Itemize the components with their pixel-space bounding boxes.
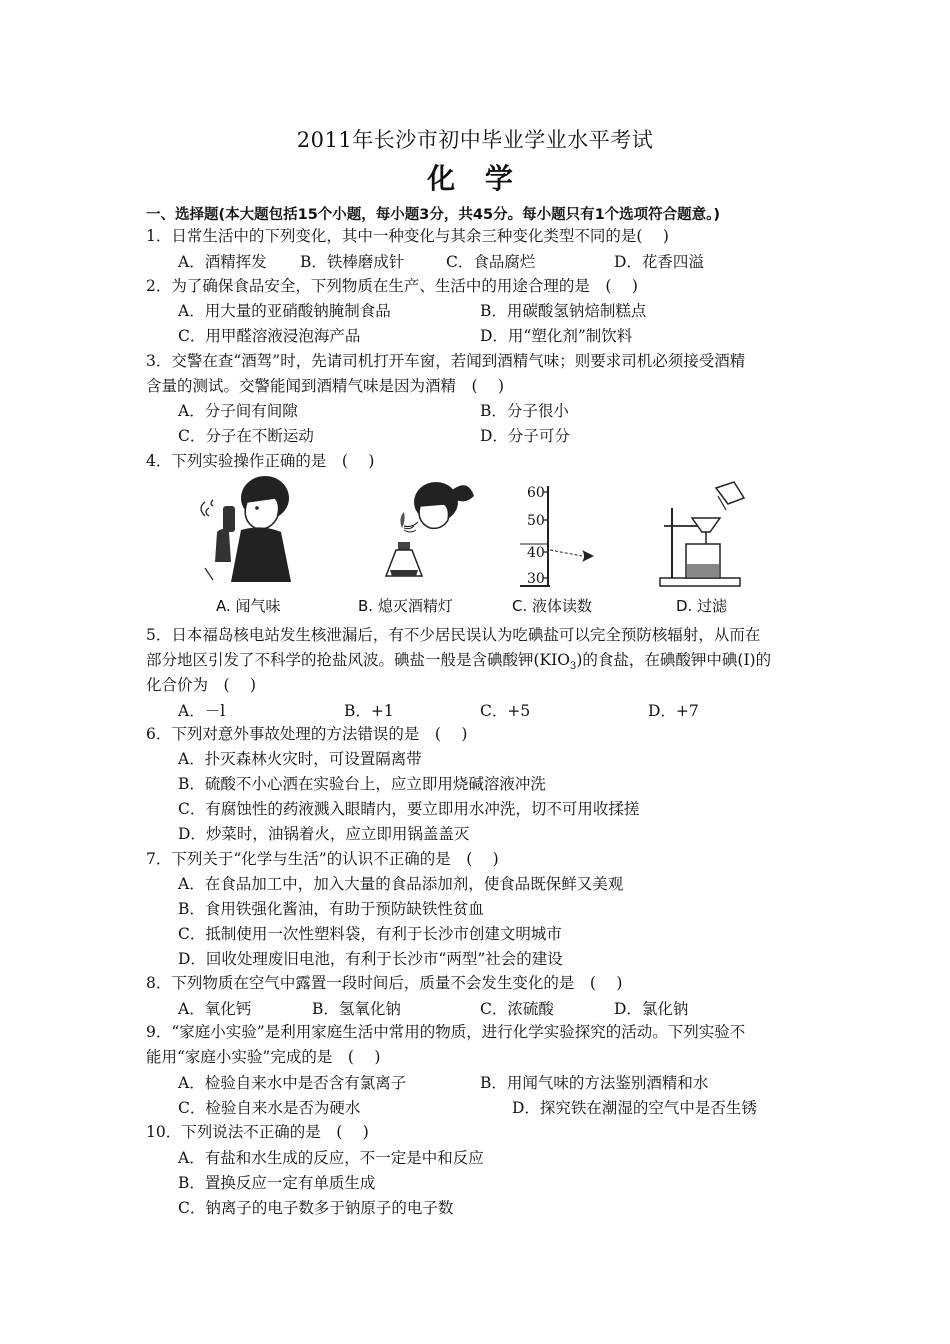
question-9-option-a: A．检验自来水中是否含有氯离子 — [178, 1074, 407, 1092]
question-8-stem: 8．下列物质在空气中露置一段时间后，质量不会发生变化的是 ( ) — [146, 974, 623, 992]
question-8-option-a: A．氧化钙 — [178, 1000, 252, 1018]
exam-title: 2011年长沙市初中毕业学业水平考试 — [296, 128, 654, 152]
section-heading: 一、选择题(本大题包括15个小题，每小题3分，共45分。每小题只有1个选项符合题意。) — [146, 207, 721, 223]
question-5-stem-line-3: 化合价为 ( ) — [146, 676, 257, 694]
question-10-option-a: A．有盐和水生成的反应，不一定是中和反应 — [178, 1149, 484, 1167]
question-8-option-d: D．氯化钠 — [614, 1000, 689, 1018]
question-1-stem: 1．日常生活中的下列变化，其中一种变化与其余三种变化类型不同的是( ) — [146, 227, 669, 245]
cylinder-tick-50: 50 — [527, 513, 545, 529]
question-7-option-a: A．在食品加工中，加入大量的食品添加剂，使食品既保鲜又美观 — [178, 875, 624, 893]
question-1-option-b: B．铁棒磨成针 — [300, 253, 405, 271]
question-10-option-b: B．置换反应一定有单质生成 — [178, 1174, 376, 1192]
question-5-stem-line-2: 部分地区引发了不科学的抢盐风波。碘盐一般是含碘酸钾$(KIO_3)$的食盐，在碘酸钾中碘(I)的 — [146, 651, 772, 673]
question-2-option-a: A．用大量的亚硝酸钠腌制食品 — [178, 302, 391, 320]
question-3-option-d: D．分子可分 — [480, 427, 570, 445]
question-3-option-c: C．分子在不断运动 — [178, 427, 314, 445]
question-10-stem: 10．下列说法不正确的是 ( ) — [146, 1123, 369, 1141]
question-2-option-b: B．用碳酸氢钠焙制糕点 — [480, 302, 647, 320]
question-8-option-c: C．浓硫酸 — [480, 1000, 554, 1018]
question-5-option-a: A．－l — [178, 702, 226, 720]
question-2-option-d: D．用“塑化剂”制饮料 — [480, 327, 633, 345]
question-5-stem-line-1: 5．日本福岛核电站发生核泄漏后，有不少居民误认为吃碘盐可以完全预防核辐射，从而在 — [146, 626, 761, 644]
question-3-option-a: A．分子间有间隙 — [178, 402, 298, 420]
cylinder-tick-40: 40 — [527, 545, 545, 561]
question-6-stem: 6．下列对意外事故处理的方法错误的是 ( ) — [146, 725, 468, 743]
exam-subject: 化 学 — [427, 162, 523, 195]
question-1-option-a: A．酒精挥发 — [178, 253, 267, 271]
question-9-option-c: C．检验自来水是否为硬水 — [178, 1099, 361, 1117]
question-6-option-b: B．硫酸不小心洒在实验台上，应立即用烧碱溶液冲洗 — [178, 775, 546, 793]
question-3-option-b: B．分子很小 — [480, 402, 569, 420]
figure-caption-b: B. 熄灭酒精灯 — [358, 597, 453, 615]
question-5-option-b: B．+1 — [344, 702, 394, 720]
question-7-option-d: D．回收处理废旧电池，有利于长沙市“两型”社会的建设 — [178, 950, 563, 968]
question-7-option-c: C．抵制使用一次性塑料袋，有利于长沙市创建文明城市 — [178, 925, 562, 943]
question-1-option-c: C．食品腐烂 — [446, 253, 536, 271]
question-4-stem: 4．下列实验操作正确的是 ( ) — [146, 452, 375, 470]
figure-d-filtration — [650, 478, 750, 590]
question-5-option-d: D．+7 — [648, 702, 699, 720]
figure-caption-a: A. 闻气味 — [216, 597, 281, 615]
question-10-option-c: C．钠离子的电子数多于钠原子的电子数 — [178, 1199, 454, 1217]
question-6-option-c: C．有腐蚀性的药液溅入眼睛内，要立即用水冲洗，切不可用收揉搓 — [178, 800, 640, 818]
question-8-option-b: B．氢氧化钠 — [312, 1000, 401, 1018]
question-7-option-b: B．食用铁强化酱油，有助于预防缺铁性贫血 — [178, 900, 484, 918]
question-6-option-a: A．扑灭森林火灾时，可设置隔离带 — [178, 750, 422, 768]
question-9-stem-line-1: 9．“家庭小实验”是利用家庭生活中常用的物质，进行化学实验探究的活动。下列实验不 — [146, 1023, 746, 1041]
question-7-stem: 7．下列关于“化学与生活”的认识不正确的是 ( ) — [146, 850, 499, 868]
question-2-option-c: C．用甲醛溶液浸泡海产品 — [178, 327, 361, 345]
figure-b-extinguishing-lamp — [374, 472, 484, 590]
question-1-option-d: D．花香四溢 — [614, 253, 704, 271]
question-9-option-b: B．用闻气味的方法鉴别酒精和水 — [480, 1074, 709, 1092]
question-3-stem-line-1: 3．交警在查“酒驾”时，先请司机打开车窗，若闻到酒精气味；则要求司机必须接受酒精 — [146, 352, 746, 370]
question-6-option-d: D．炒菜时，油锅着火，应立即用锅盖盖灭 — [178, 825, 470, 843]
question-9-stem-line-2: 能用“家庭小实验”完成的是 ( ) — [146, 1048, 381, 1066]
figure-a-smelling-gas — [195, 472, 315, 590]
cylinder-tick-60: 60 — [527, 485, 545, 501]
figure-caption-c: C. 液体读数 — [512, 597, 593, 615]
cylinder-tick-30: 30 — [527, 571, 545, 587]
figure-caption-d: D. 过滤 — [676, 597, 728, 615]
question-9-option-d: D．探究铁在潮湿的空气中是否生锈 — [512, 1099, 757, 1117]
question-5-option-c: C．+5 — [480, 702, 531, 720]
question-2-stem: 2．为了确保食品安全，下列物质在生产、生活中的用途合理的是 ( ) — [146, 277, 638, 295]
question-3-stem-line-2: 含量的测试。交警能闻到酒精气味是因为酒精 ( ) — [146, 377, 505, 395]
